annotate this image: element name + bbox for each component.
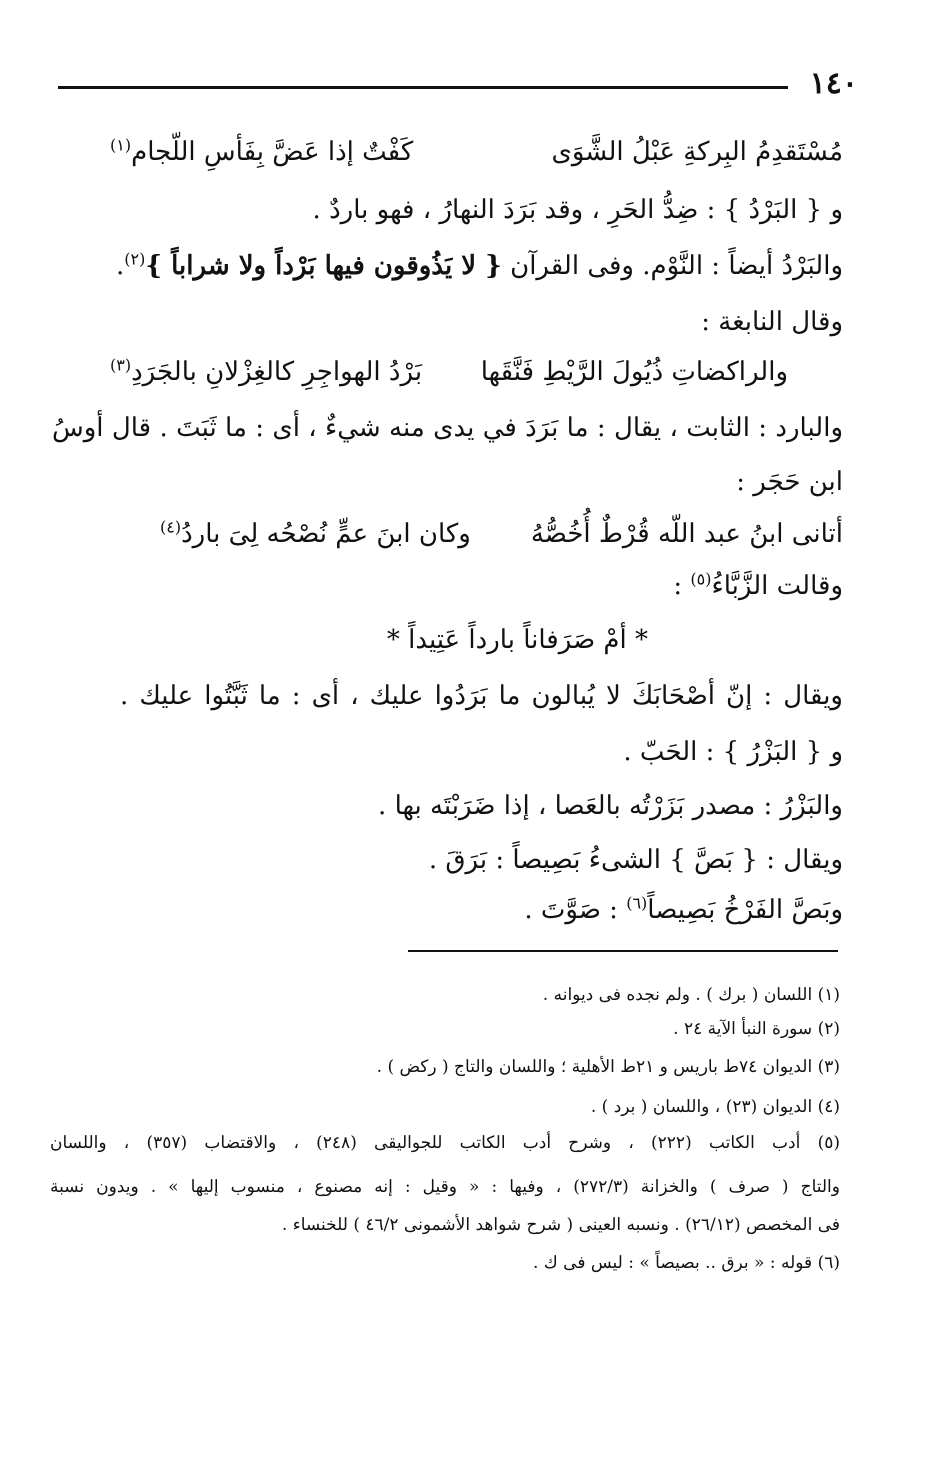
footnote-mark-6: (٦) bbox=[626, 893, 648, 913]
verse-line-1 bbox=[110, 132, 843, 172]
text-line-4: وقال النابغة : bbox=[701, 307, 843, 337]
text-line-12: و { البَزْرُ } : الحَبّ . bbox=[623, 737, 843, 767]
footnote-5: (٥) أدب الكاتب (٢٢٢) ، وشرح أدب الكاتب للجواليقى (٢٤٨) ، والاقتضاب (٣٥٧) ، واللسان bbox=[50, 1133, 840, 1153]
verse-line-3 bbox=[160, 514, 843, 554]
hemistich-line: * أمْ صَرَفاناً بارداً عَتِيداً * bbox=[386, 625, 648, 655]
verse-1-first-hemistich: مُسْتَقدِمُ البِركةِ عَبْلُ الشَّوَى bbox=[551, 137, 843, 167]
text-line-9-text: وقالت الزَّبَّاءُ bbox=[711, 571, 843, 601]
verse-3-second-hemistich: وكان ابنَ عمٍّ نُصْحُه لِىَ باردُ$^{(٤)}$ bbox=[160, 517, 471, 549]
text-line-15 bbox=[524, 890, 843, 930]
footnote-5-end: فى المخصص (٢٦/١٢) . ونسبه العينى ( شرح شواهد الأشمونى ٤٦/٢ ) للخنساء . bbox=[281, 1215, 840, 1235]
text-line-3 bbox=[116, 246, 843, 286]
text-line-6: والبارد : الثابت ، يقال : ما بَرَدَ في يدى منه شيءٌ ، أى : ما ثَبَتَ . قال أوسُ bbox=[52, 413, 843, 443]
verse-3-first-hemistich: أتانى ابنُ عبد اللّه قُرْطٌ أُخُصُّهُ bbox=[530, 519, 843, 549]
text-line-11: ويقال : إنّ أصْحَابَكَ لا يُبالون ما بَرَدُوا عليك ، أى : ما ثَبَّتُوا عليك . bbox=[120, 681, 843, 711]
text-line-3-end: . bbox=[116, 251, 125, 281]
footnote-2: (٢) سورة النبأ الآية ٢٤ . bbox=[673, 1019, 840, 1039]
footnote-mark-2: (٢) bbox=[124, 249, 146, 269]
footnote-mark-4: (٤) bbox=[160, 517, 182, 537]
footnote-mark-1: (١) bbox=[110, 135, 132, 155]
header-rule bbox=[58, 86, 788, 89]
verse-1-second-hemistich: كَفْتٌ إذا عَضَّ بِفَأسِ اللّجام$^{(١)}$ bbox=[110, 135, 414, 167]
footnote-mark-5: (٥) bbox=[690, 569, 712, 589]
verse-line-2 bbox=[110, 352, 788, 392]
text-line-13: والبَزْرُ : مصدر بَزَرْتُه بالعَصا ، إذا ضَرَبْتَه بها . bbox=[378, 791, 843, 821]
text-line-9-end: : bbox=[673, 571, 683, 601]
footnote-mark-3: (٣) bbox=[110, 355, 132, 375]
verse-2-first-hemistich: والراكضاتِ ذُيُولَ الرَّيْطِ فَنَّقَها bbox=[480, 357, 788, 387]
footnote-separator bbox=[408, 950, 838, 952]
footnote-1: (١) اللسان ( برك ) . ولم نجده فى ديوانه . bbox=[542, 985, 840, 1005]
text-line-9 bbox=[673, 566, 843, 606]
footnote-5-continued: والتاج ( صرف ) والخزانة (٢٧٢/٣) ، وفيها : « وقيل : إنه مصنوع ، منسوب إليها » . ويدون نسبة bbox=[50, 1177, 840, 1197]
text-line-2: و { البَرْدُ } : ضِدُّ الحَرِ ، وقد بَرَدَ النهارُ ، فهو باردٌ . bbox=[312, 195, 843, 225]
footnote-3: (٣) الديوان ٧٤ط باريس و ٢١ط الأهلية ؛ واللسان والتاج ( ركض ) . bbox=[376, 1057, 840, 1077]
text-line-15-end: : صَوَّتَ . bbox=[524, 895, 618, 925]
page-header bbox=[58, 64, 858, 104]
text-line-14: ويقال : { بَصَّ } الشىءُ بَصِيصاً : بَرَقَ . bbox=[428, 845, 843, 875]
text-line-3-lead: والبَرْدُ أيضاً : النَّوْم. وفى القرآن bbox=[510, 251, 843, 281]
verse-2-second-hemistich: بَرْدُ الهواجِرِ كالغِزْلانِ بالجَرَدِ$^{(٣)}$ bbox=[110, 355, 423, 387]
quran-quote: { لا يَذُوقون فيها بَرْداً ولا شراباً } bbox=[145, 251, 502, 281]
footnote-4: (٤) الديوان (٢٣) ، واللسان ( برد ) . bbox=[590, 1097, 840, 1117]
page-number: ١٤٠ bbox=[809, 66, 858, 101]
text-line-7: ابن حَجَر : bbox=[736, 467, 843, 497]
footnote-6: (٦) قوله : « برق .. بصيصاً » : ليس فى ك . bbox=[532, 1253, 840, 1273]
text-line-15-text: وبَصَّ الفَرْخُ بَصِيصاً bbox=[647, 895, 843, 925]
